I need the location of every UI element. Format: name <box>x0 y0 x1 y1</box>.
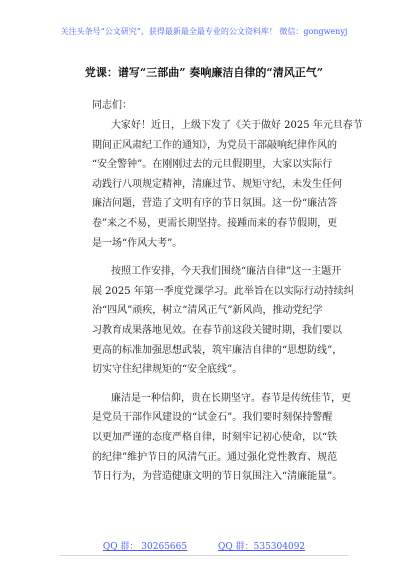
text-line: 切实守住纪律规矩的“安全底线”。 <box>92 364 243 376</box>
text-line: 按照工作安排，今天我们围绕“廉洁自律”这一主题开 <box>111 266 342 278</box>
qq-group-2-link[interactable]: QQ 群：535304092 <box>218 542 306 552</box>
text-line: 是一场“作风大考”。 <box>92 237 183 249</box>
paragraph-3 <box>92 389 351 487</box>
text-line: 期间正风肃纪工作的通知》，为党员干部敲响纪律作风的 <box>92 139 337 151</box>
text-line: 是党员干部作风建设的“试金石”。我们要时刻保持警醒 <box>92 412 333 424</box>
text-line: 廉洁是一种信仰，贵在长期坚守。春节是传统佳节，更 <box>111 392 351 404</box>
text-line: 卷”来之不易，更需长期坚持。接踵而来的春节假期，更 <box>92 217 338 229</box>
text-line: 大家好！近日，上级下发了《关于做好 2025 年元旦春节 <box>111 120 363 131</box>
text-line: 动践行八项规定精神，清廉过节、规矩守纪，未发生任何 <box>92 178 342 190</box>
qq-group-1-link[interactable]: QQ 群： 30265665 <box>102 542 188 552</box>
text-line: 的纪律”维护节日的风清气正。通过强化党性教育、规范 <box>92 451 338 463</box>
paragraph-2 <box>92 262 354 380</box>
salutation: 同志们： <box>92 100 132 111</box>
document-title: 党课：谱写“三部曲” 奏响廉洁自律的“清风正气” <box>84 66 324 79</box>
text-line: 治“四风”顽疾，树立“清风正气”新风尚，推动党纪学 <box>92 305 323 317</box>
text-line: 更高的标准加强思想武装，筑牢廉洁自律的“思想防线”， <box>92 344 343 356</box>
text-line: 廉洁问题，营造了文明有序的节日氛围。这一份“廉洁答 <box>92 198 338 210</box>
header-notice: 关注头条号“公文研究”，获得最新最全最专业的公文资料库！ 微信：gongwenyj <box>60 27 348 36</box>
document-body <box>92 116 363 496</box>
text-line: “安全警钟”。在刚刚过去的元旦假期里，大家以实际行 <box>92 159 333 171</box>
footer-divider <box>60 555 348 556</box>
text-line: 节日行为，为营造健康文明的节日氛围注入“清廉能量”。 <box>92 471 343 483</box>
text-line: 展 2025 年第一季度党课学习。此举旨在以实际行动持续纠 <box>92 285 354 297</box>
footer-contacts <box>0 539 408 552</box>
paragraph-1 <box>92 116 363 253</box>
text-line: 以更加严谨的态度严格自律，时刻牢记初心使命，以“铁 <box>92 431 338 443</box>
text-line: 习教育成果落地见效。在春节前这段关键时期，我们要以 <box>92 324 342 336</box>
